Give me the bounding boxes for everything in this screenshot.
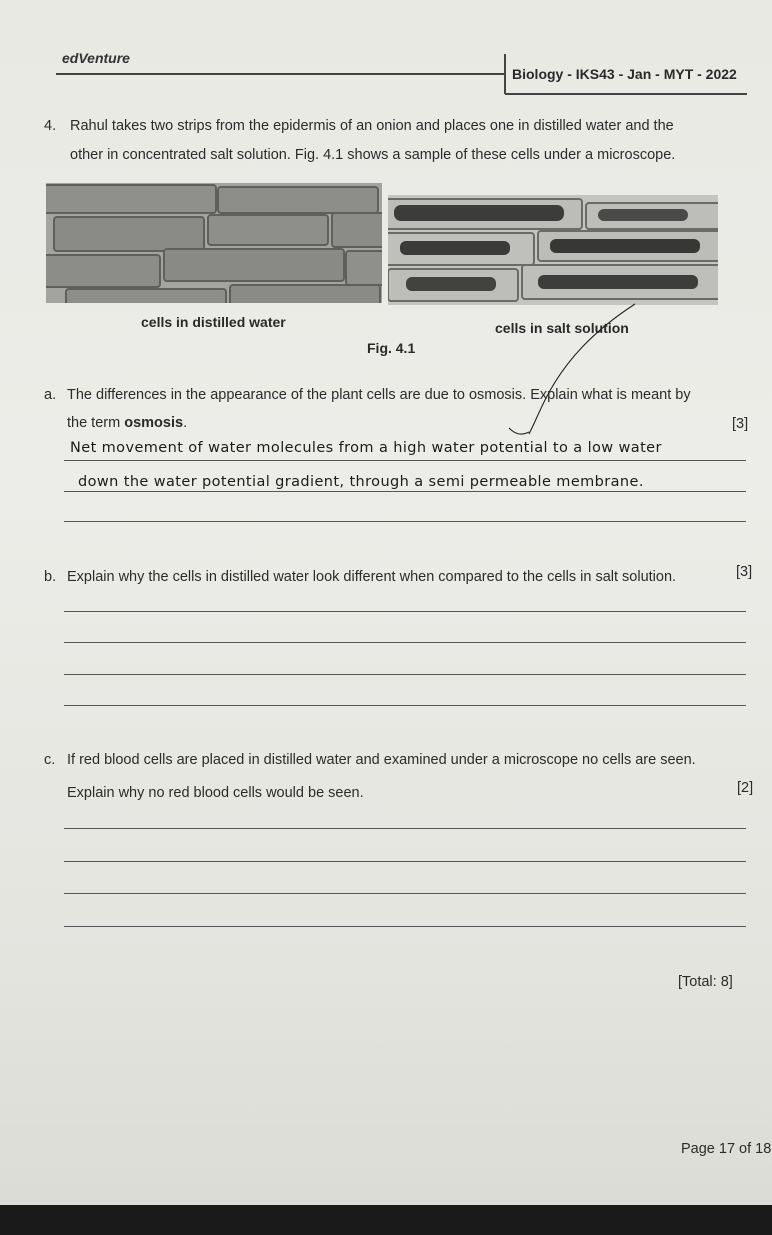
- part-a-question-line-1: The differences in the appearance of the plant cells are due to osmosis. Explain what is meant by: [67, 387, 691, 403]
- answer-line: [64, 491, 746, 492]
- part-c-label: c.: [44, 752, 56, 768]
- onion-cells-plasmolysed-image: [388, 195, 718, 305]
- part-c-marks: [2]: [737, 780, 754, 796]
- part-a-answer-line-1: Net movement of water molecules from a high water potential to a low water: [70, 440, 662, 456]
- figure-caption-left: cells in distilled water: [141, 314, 286, 330]
- part-b-label: b.: [44, 569, 57, 585]
- term-osmosis: osmosis: [124, 415, 184, 431]
- header-divider: [504, 54, 506, 94]
- part-c-question-line-1: If red blood cells are placed in distilled water and examined under a microscope no cells are seen.: [67, 752, 696, 768]
- figure-caption-right: cells in salt solution: [495, 320, 629, 336]
- part-a-label: a.: [44, 387, 57, 403]
- question-intro-line-2: other in concentrated salt solution. Fig. 4.1 shows a sample of these cells under a microscope.: [70, 147, 676, 163]
- micrograph-salt-solution: [388, 195, 718, 305]
- answer-line: [64, 611, 746, 612]
- onion-cells-turgid-image: [46, 183, 382, 303]
- part-b-question: Explain why the cells in distilled water look different when compared to the cells in salt solution.: [67, 569, 677, 585]
- question-number: 4.: [44, 118, 57, 134]
- micrograph-distilled-water: [46, 183, 382, 303]
- answer-line: [64, 893, 746, 894]
- header-rule-right: [505, 93, 747, 95]
- part-c-question-line-2: Explain why no red blood cells would be seen.: [67, 785, 364, 801]
- answer-line: [64, 926, 746, 927]
- answer-line: [64, 642, 746, 643]
- pen-stroke: [505, 300, 645, 440]
- answer-line: [64, 460, 746, 461]
- part-a-question-line-2: the term osmosis.: [67, 415, 188, 431]
- question-intro-line-1: Rahul takes two strips from the epidermis of an onion and places one in distilled water and the: [70, 118, 674, 134]
- page-number: Page 17 of 18: [681, 1141, 772, 1157]
- answer-line: [64, 861, 746, 862]
- answer-line: [64, 521, 746, 522]
- answer-line: [64, 705, 746, 706]
- course-title: Biology - IKS43 - Jan - MYT - 2022: [512, 66, 737, 82]
- answer-line: [64, 828, 746, 829]
- part-a-answer-line-2: down the water potential gradient, through a semi permeable membrane.: [78, 474, 644, 490]
- figure-title: Fig. 4.1: [367, 340, 416, 356]
- part-a-marks: [3]: [732, 416, 749, 432]
- page-bottom-edge: [0, 1205, 772, 1235]
- brand-logo: edVenture: [62, 50, 130, 66]
- answer-line: [64, 674, 746, 675]
- header-rule-left: [56, 73, 506, 75]
- total-marks: [Total: 8]: [678, 974, 733, 990]
- part-b-marks: [3]: [736, 564, 753, 580]
